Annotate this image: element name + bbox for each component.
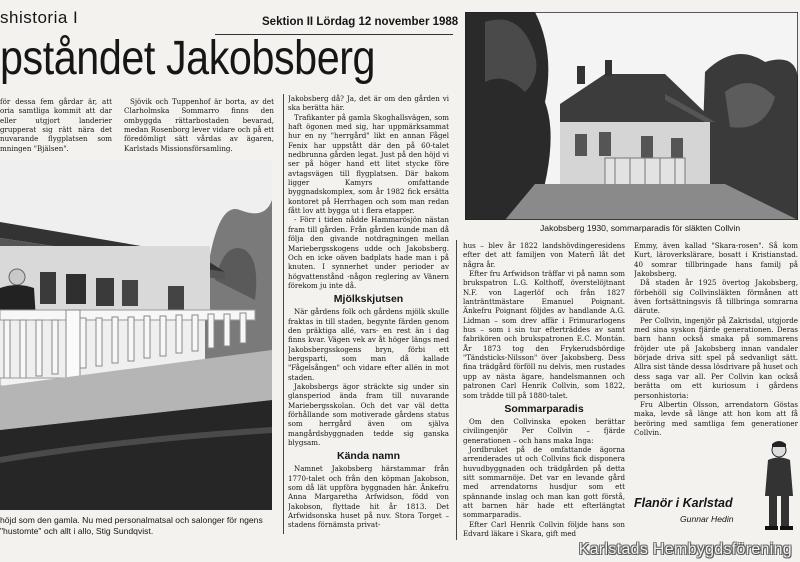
col3-para-1: Jakobsberg då? Ja, det är om den gården vi ska berätta här. — [288, 94, 449, 113]
column-divider-2 — [456, 240, 457, 540]
col5-para-3: Per Collvin, ingenjör på Zakrisdal, utgjorde med sina syskon fjärde generationen. Deras barn hann också smaka på sommarens fröjder ute på Jakobsberg innan vandaler började driva sitt spel på sedvanligt sätt. Allra sist tände dessa lösdrivare på huset och dess saga var all. Per Collvin kan också berätta om ett kuriosum i gårdens personhistoria: — [634, 315, 798, 400]
col3-para-4: När gårdens folk och gårdens mjölk skulle fraktas in till staden, begynte färden genom den präktiga allé, vars- en rest än i dag finns kvar. Vägen vek av åt höger längs med Jakobsbergsskogens bryn, förbi ett bergsparti, som man då kallade "Fågelsången" och vidare efter allén in mot staden. — [288, 307, 449, 382]
col3-para-5: Jakobsbergs ägor sträckte sig under sin glansperiod ända fram till nuvarande Mariebergsskolan. Och det var väl detta förhållande som motiverade gårdens status som herrgård även om själva mangårdsbyggnaden tedde sig ganska blygsam. — [288, 381, 449, 448]
col5-para-1: Emmy, även kallad "Skara-rosen". Så kom Kurt, läroverkslärare, bosatt i Kristianstad. 40 somrar tillbringade hans familj på Jakobsberg. — [634, 241, 798, 279]
author-name: Gunnar Hedin — [680, 514, 734, 524]
col4-para-4: Jordbruket på de omfattande ägorna arrenderades ut och Collvins fick disponera huvudbyggnaden och trädgården på detta sitt sommarnöje. Det var en levande gård med arrendatorns husdjur som ett spännande inslag och man kan gott förstå, att barnen här hade ett efterlängtat sommarparadis. — [463, 444, 625, 520]
col5-para-2: Då staden år 1925 övertog Jakobsberg, förbehöll sig Collvinsläkten förmånen att även fortsättningsvis få tillbringa somrarna därute. — [634, 278, 798, 316]
modern-house-photo — [0, 160, 272, 510]
old-villa-photo — [465, 12, 798, 220]
col5-para-4: Fru Albertin Olsson, arrendatorn Göstas maka, levde så länge att hon kom att få beröring med samtliga fem generationer Collvin. — [634, 399, 798, 437]
col4-para-2: Efter fru Arfwidson träffar vi på namn som brukspatron L.G. Kolthoff, överstelöjtnant N.F. von Lagerlöf och från 1827 lantränttmästare Emanuel Poignant. Änkefru Poignant följdes av handlande A.G. Lidman – som drev affär i Frimurarlogens hus – som i sin tur efterträddes av samt fabrikören och brukspatronen E.C. Montán. År 1873 tog den Frykerudsbördige "Tändsticks-Nilsson" över Jakobsberg. Dess fina trädgård förföll nu delvis, men rustades upp av nästa ägare, handelsmannen och patronen Carl Henrik Collvin, som 1822, som trädde till på 1880-talet. — [463, 269, 625, 400]
right-photo-caption: Jakobsberg 1930, sommarparadis för släkten Collvin — [540, 223, 741, 233]
column-divider-1 — [283, 94, 284, 534]
section-title: shistoria I — [0, 8, 79, 27]
subhead-mjolkskjutsen: Mjölkskjutsen — [333, 293, 404, 306]
col4-para-1: hus – blev år 1822 landshövdingeresidens efter det att familjen von Materñ låt det några år. — [463, 241, 625, 269]
col3-para-2: Trafikanter på gamla Skoghallsvägen, som haft ögonen med sig, har uppmärksammat hur en ny "herrgård" likt en annan Fågel Fenix har uppstått där den på 60-talet nedbrunna gården legat. Just på den höjd vi ser på höger hand ett litet stycke före avtagsvägen till flygplatsen. Där bakom ligger Kamyrs omfattande byggnadskomplex, som år 1982 fick ersätta kontoret på Herrhagen och som man redan fått lov att bygga ut i flera etapper. — [288, 112, 449, 216]
col2-para-1: Sjövik och Tuppenhof är borta, av det Clarholmska Sommarro finns den ombyggda rättarbostaden bevarad, medan Rosenborg lever vidare och på ett föredömligt sätt vårdas av ägaren, Karlstads Missionsförsamling. — [124, 97, 274, 153]
column-1 — [0, 97, 112, 155]
headline: pståndet Jakobsberg — [0, 32, 376, 85]
column-signature: Flanör i Karlstad — [634, 496, 733, 510]
old-villa-photo-drawing — [465, 12, 798, 220]
col4-para-5: Efter Carl Henrik Collvin följde hans son Edvard läkare i Skara, gift med — [463, 519, 625, 538]
author-portrait-icon — [760, 440, 798, 532]
left-photo-caption: höjd som den gamla. Nu med personalmatsal och salonger för ngens "hustomte" och allt i allo, Stig Sundqvist. — [0, 515, 263, 536]
column-3 — [288, 94, 449, 542]
column-4 — [463, 241, 625, 541]
col3-para-3: - Förr i tiden nådde Hammarösjön nästan fram till gården. Från gården kunde man då följa den givande notdragningen mellan Mariebergsskogens udde och Jakobsberg. Och en icke oäven badplats hade man i på knuten. I synnerhet under perioder av högvattenstånd -någon reglering av Vänern förekom ju inte då. — [288, 215, 449, 290]
subhead-kanda-namn: Kända namn — [336, 450, 400, 463]
column-2 — [124, 97, 274, 155]
modern-house-photo-drawing — [0, 160, 272, 510]
dateline: Sektion II Lördag 12 november 1988 — [262, 16, 459, 28]
author-portrait-drawing — [760, 440, 798, 532]
subhead-sommarparadis: Sommarparadis — [504, 402, 584, 415]
col3-para-6: Namnet Jakobsberg härstammar från 1770-talet och från den köpman Jakobson, som då lät uppföra byggnaden här. Änkefru Anna Margaretha Arfwidson, född von Jakobson, flyttade hit år 1813. Det Arfwidsonska huset på nuv. Stora Torget – stadens förnämsta privat- — [288, 464, 449, 530]
watermark: Karlstads Hembygdsförening — [578, 541, 792, 558]
col1-para-1: för dessa fem gårdar är, att oria samtliga kommit att dar eller utgjort landerier grupperat sig rätt nära det nuvarande flygplatsen som mningen "Bjälsen". — [0, 97, 112, 153]
col4-para-3: Om den Collvinska epoken berättar civilingenjör Per Collvin – fjärde generationen – och hans maka Inga: — [463, 416, 625, 445]
column-5 — [634, 241, 798, 441]
